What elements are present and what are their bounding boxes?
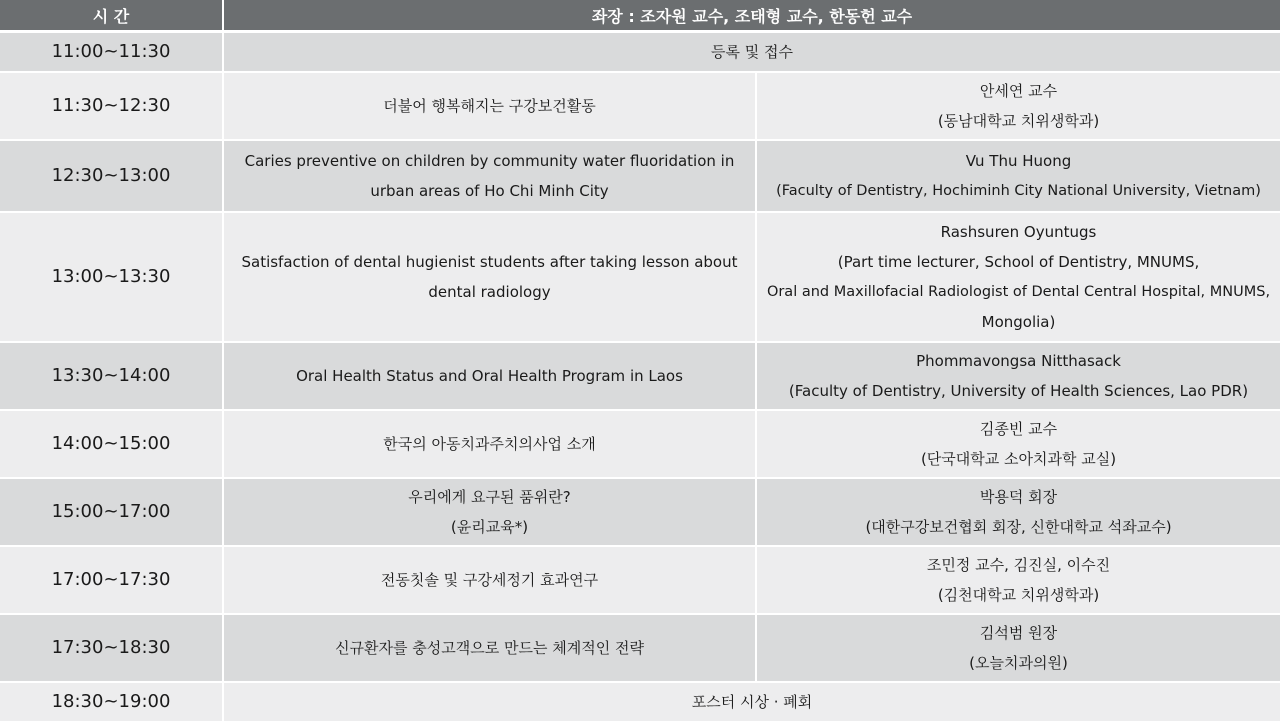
- speaker-line: Rashsuren Oyuntugs: [940, 222, 1097, 241]
- time-cell: 17:00~17:30: [0, 546, 223, 614]
- title-cell: [223, 410, 756, 478]
- speaker-line: Vu Thu Huong: [965, 151, 1072, 170]
- time-column-header: 시 간: [0, 0, 223, 32]
- speaker-line: 김종빈 교수: [979, 419, 1058, 438]
- time-cell: 14:00~15:00: [0, 410, 223, 478]
- table-row: [0, 212, 1280, 342]
- speaker-line: (김천대학교 치위생학과): [937, 585, 1100, 604]
- speaker-line: (동남대학교 치위생학과): [937, 111, 1100, 130]
- title-line: (윤리교육*): [450, 517, 529, 536]
- span-cell: 등록 및 접수: [223, 32, 1280, 72]
- speaker-line: Oral and Maxillofacial Radiologist of Dental Central Hospital, MNUMS,: [766, 283, 1271, 300]
- speaker-line: (대한구강보건협회 회장, 신한대학교 석좌교수): [865, 517, 1172, 536]
- speaker-line: (Faculty of Dentistry, Hochiminh City National University, Vietnam): [776, 182, 1261, 199]
- title-cell: [223, 614, 756, 682]
- title-cell: [223, 72, 756, 140]
- speaker-line: (단국대학교 소아치과학 교실): [920, 449, 1117, 468]
- table-row: [0, 478, 1280, 546]
- title-line: 우리에게 요구된 품위란?: [408, 487, 571, 506]
- title-line: Satisfaction of dental hugienist students after taking lesson about: [241, 252, 738, 271]
- title-cell: [223, 342, 756, 410]
- time-cell: 12:30~13:00: [0, 140, 223, 212]
- title-line: 전동칫솔 및 구강세정기 효과연구: [380, 570, 599, 589]
- time-cell: 11:30~12:30: [0, 72, 223, 140]
- speaker-line: 조민정 교수, 김진실, 이수진: [926, 555, 1111, 574]
- time-cell: 13:30~14:00: [0, 342, 223, 410]
- table-header-row: [0, 0, 1280, 32]
- span-cell: 포스터 시상 · 폐회: [223, 682, 1280, 722]
- title-line: Caries preventive on children by community water fluoridation in: [244, 151, 735, 170]
- speaker-line: 김석범 원장: [979, 623, 1058, 642]
- title-cell: [223, 212, 756, 342]
- speaker-line: 박용덕 회장: [979, 487, 1058, 506]
- speaker-cell: [756, 140, 1280, 212]
- title-cell: [223, 546, 756, 614]
- table-row: [0, 614, 1280, 682]
- table-row: [0, 140, 1280, 212]
- speaker-cell: [756, 342, 1280, 410]
- time-cell: 11:00~11:30: [0, 32, 223, 72]
- speaker-line: (Part time lecturer, School of Dentistry, MNUMS,: [837, 252, 1200, 271]
- speaker-line: Phommavongsa Nitthasack: [916, 351, 1121, 370]
- table-row: [0, 32, 1280, 72]
- title-line: urban areas of Ho Chi Minh City: [370, 181, 609, 200]
- title-line: 신규환자를 충성고객으로 만드는 체계적인 전략: [335, 638, 644, 657]
- table-row: [0, 410, 1280, 478]
- speaker-cell: [756, 72, 1280, 140]
- table-row: [0, 342, 1280, 410]
- table-row: [0, 72, 1280, 140]
- time-cell: 17:30~18:30: [0, 614, 223, 682]
- time-cell: 15:00~17:00: [0, 478, 223, 546]
- speaker-cell: [756, 410, 1280, 478]
- title-line: 한국의 아동치과주치의사업 소개: [383, 434, 596, 453]
- speaker-line: (오늘치과의원): [969, 653, 1068, 672]
- title-cell: [223, 140, 756, 212]
- speaker-line: 안세연 교수: [979, 81, 1058, 100]
- speaker-cell: [756, 614, 1280, 682]
- speaker-cell: [756, 478, 1280, 546]
- time-cell: 18:30~19:00: [0, 682, 223, 722]
- speaker-cell: [756, 546, 1280, 614]
- title-line: 더불어 행복해지는 구강보건활동: [383, 96, 596, 115]
- table-row: [0, 682, 1280, 722]
- time-cell: 13:00~13:30: [0, 212, 223, 342]
- speaker-line: (Faculty of Dentistry, University of Health Sciences, Lao PDR): [788, 381, 1249, 400]
- title-cell: [223, 478, 756, 546]
- table-row: [0, 546, 1280, 614]
- chair-header: 좌장 : 조자원 교수, 조태형 교수, 한동헌 교수: [223, 0, 1280, 32]
- speaker-cell: [756, 212, 1280, 342]
- title-line: Oral Health Status and Oral Health Program in Laos: [296, 366, 683, 385]
- speaker-line: Mongolia): [981, 312, 1056, 331]
- title-line: dental radiology: [428, 282, 551, 301]
